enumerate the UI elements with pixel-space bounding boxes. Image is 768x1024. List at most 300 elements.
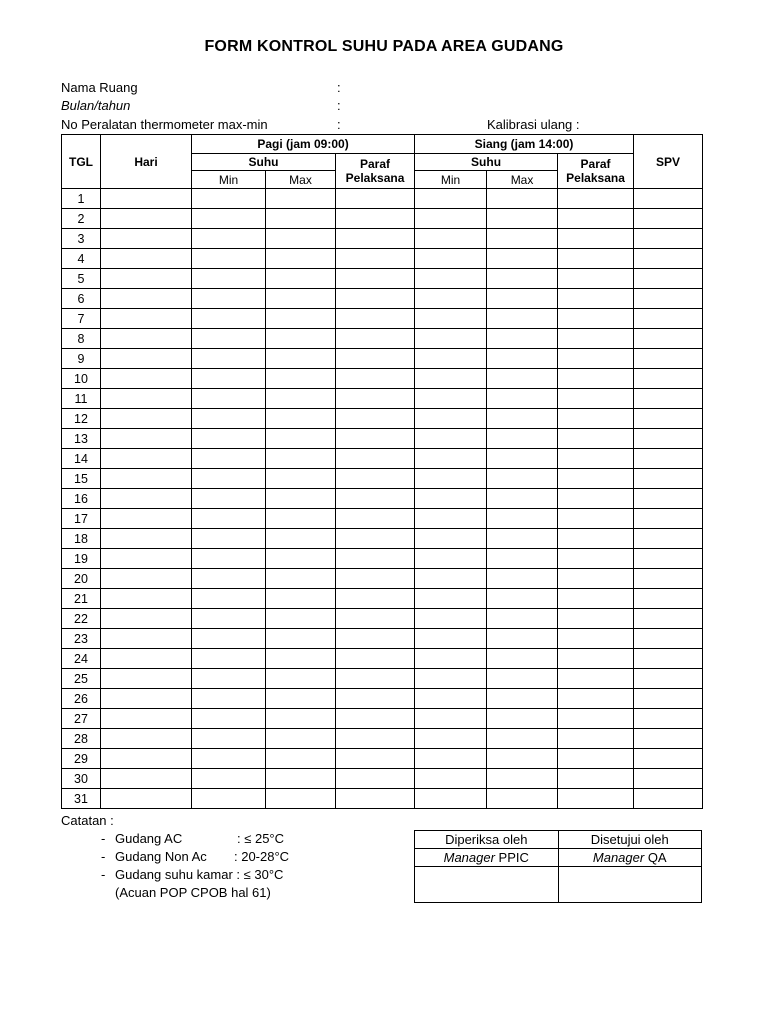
spv-cell[interactable] xyxy=(634,769,703,789)
pagi-max-cell[interactable] xyxy=(266,609,336,629)
spv-cell[interactable] xyxy=(634,549,703,569)
pagi-max-cell[interactable] xyxy=(266,189,336,209)
siang-max-cell[interactable] xyxy=(487,749,558,769)
siang-max-cell[interactable] xyxy=(487,249,558,269)
table-row xyxy=(62,289,703,309)
table-row xyxy=(62,449,703,469)
siang-max-cell[interactable] xyxy=(487,569,558,589)
pagi-max-cell[interactable] xyxy=(266,669,336,689)
day-number: 31 xyxy=(62,789,101,809)
spv-cell[interactable] xyxy=(634,309,703,329)
pagi-paraf-cell[interactable] xyxy=(336,569,415,589)
pagi-paraf-cell[interactable] xyxy=(336,609,415,629)
hari-cell[interactable] xyxy=(101,589,192,609)
siang-paraf-cell[interactable] xyxy=(558,529,634,549)
pagi-paraf-cell[interactable] xyxy=(336,409,415,429)
spv-cell[interactable] xyxy=(634,289,703,309)
hari-cell[interactable] xyxy=(101,569,192,589)
pagi-paraf-cell[interactable] xyxy=(336,229,415,249)
pagi-max-cell[interactable] xyxy=(266,769,336,789)
day-number: 5 xyxy=(62,269,101,289)
pagi-min-cell[interactable] xyxy=(192,789,266,809)
note-dash: - xyxy=(101,849,106,864)
siang-min-cell[interactable] xyxy=(415,589,487,609)
hari-cell[interactable] xyxy=(101,409,192,429)
siang-min-cell[interactable] xyxy=(415,449,487,469)
siang-max-cell[interactable] xyxy=(487,349,558,369)
pagi-paraf-cell[interactable] xyxy=(336,289,415,309)
day-number: 2 xyxy=(62,209,101,229)
spv-cell[interactable] xyxy=(634,489,703,509)
pagi-max-cell[interactable] xyxy=(266,209,336,229)
spv-cell[interactable] xyxy=(634,209,703,229)
field-bulan-tahun xyxy=(61,98,361,114)
day-number: 11 xyxy=(62,389,101,409)
note-dash: - xyxy=(101,831,106,846)
siang-max-cell[interactable] xyxy=(487,669,558,689)
spv-cell[interactable] xyxy=(634,229,703,249)
siang-min-cell[interactable] xyxy=(415,789,487,809)
hari-cell[interactable] xyxy=(101,509,192,529)
siang-min-cell[interactable] xyxy=(415,189,487,209)
siang-max-cell[interactable] xyxy=(487,709,558,729)
hari-cell[interactable] xyxy=(101,469,192,489)
siang-min-cell[interactable] xyxy=(415,389,487,409)
day-number: 29 xyxy=(62,749,101,769)
pagi-max-cell[interactable] xyxy=(266,629,336,649)
pagi-min-cell[interactable] xyxy=(192,409,266,429)
siang-max-cell[interactable] xyxy=(487,329,558,349)
pagi-min-cell[interactable] xyxy=(192,369,266,389)
pagi-min-cell[interactable] xyxy=(192,729,266,749)
pagi-paraf-cell[interactable] xyxy=(336,749,415,769)
pagi-min-cell[interactable] xyxy=(192,249,266,269)
pagi-max-cell[interactable] xyxy=(266,589,336,609)
pagi-min-cell[interactable] xyxy=(192,709,266,729)
day-number: 28 xyxy=(62,729,101,749)
checked-role-dept: PPIC xyxy=(494,850,529,865)
pagi-paraf-cell[interactable] xyxy=(336,689,415,709)
spv-cell[interactable] xyxy=(634,249,703,269)
siang-min-cell[interactable] xyxy=(415,209,487,229)
day-number: 6 xyxy=(62,289,101,309)
siang-min-cell[interactable] xyxy=(415,689,487,709)
siang-min-cell[interactable] xyxy=(415,569,487,589)
siang-min-cell[interactable] xyxy=(415,369,487,389)
spv-cell[interactable] xyxy=(634,729,703,749)
day-number: 24 xyxy=(62,649,101,669)
pagi-max-cell[interactable] xyxy=(266,389,336,409)
siang-max-cell[interactable] xyxy=(487,689,558,709)
siang-paraf-cell[interactable] xyxy=(558,729,634,749)
spv-cell[interactable] xyxy=(634,369,703,389)
pagi-min-cell[interactable] xyxy=(192,749,266,769)
siang-max-cell[interactable] xyxy=(487,529,558,549)
table-row xyxy=(62,429,703,449)
siang-min-cell[interactable] xyxy=(415,469,487,489)
hari-cell[interactable] xyxy=(101,229,192,249)
pagi-max-cell[interactable] xyxy=(266,269,336,289)
pagi-paraf-cell[interactable] xyxy=(336,529,415,549)
checked-signature-cell[interactable] xyxy=(415,867,559,903)
pagi-min-cell[interactable] xyxy=(192,529,266,549)
table-row xyxy=(62,509,703,529)
siang-paraf-cell[interactable] xyxy=(558,589,634,609)
signature-table xyxy=(414,830,702,903)
pagi-paraf-cell[interactable] xyxy=(336,769,415,789)
pagi-max-cell[interactable] xyxy=(266,689,336,709)
siang-paraf-cell[interactable] xyxy=(558,489,634,509)
pagi-paraf-cell[interactable] xyxy=(336,449,415,469)
pagi-paraf-cell[interactable] xyxy=(336,209,415,229)
field-no-peralatan xyxy=(61,117,361,133)
hari-cell[interactable] xyxy=(101,289,192,309)
spv-cell[interactable] xyxy=(634,409,703,429)
siang-paraf-cell[interactable] xyxy=(558,689,634,709)
hari-cell[interactable] xyxy=(101,629,192,649)
pagi-min-cell[interactable] xyxy=(192,329,266,349)
hari-cell[interactable] xyxy=(101,429,192,449)
siang-paraf-cell[interactable] xyxy=(558,389,634,409)
pagi-min-cell[interactable] xyxy=(192,669,266,689)
siang-max-cell[interactable] xyxy=(487,229,558,249)
pagi-max-cell[interactable] xyxy=(266,349,336,369)
siang-paraf-cell[interactable] xyxy=(558,669,634,689)
spv-cell[interactable] xyxy=(634,429,703,449)
pagi-max-cell[interactable] xyxy=(266,289,336,309)
table-row xyxy=(62,569,703,589)
siang-paraf-cell[interactable] xyxy=(558,189,634,209)
siang-paraf-cell[interactable] xyxy=(558,629,634,649)
spv-cell[interactable] xyxy=(634,329,703,349)
spv-cell[interactable] xyxy=(634,629,703,649)
pagi-min-cell[interactable] xyxy=(192,689,266,709)
pagi-paraf-cell[interactable] xyxy=(336,629,415,649)
note-name: Gudang suhu kamar : ≤ 30°C xyxy=(115,867,284,882)
siang-max-cell[interactable] xyxy=(487,609,558,629)
siang-max-cell[interactable] xyxy=(487,429,558,449)
hari-cell[interactable] xyxy=(101,489,192,509)
hari-cell[interactable] xyxy=(101,769,192,789)
pagi-max-cell[interactable] xyxy=(266,509,336,529)
day-number: 7 xyxy=(62,309,101,329)
hari-cell[interactable] xyxy=(101,529,192,549)
siang-max-cell[interactable] xyxy=(487,509,558,529)
pagi-paraf-cell[interactable] xyxy=(336,789,415,809)
spv-cell[interactable] xyxy=(634,189,703,209)
hari-cell[interactable] xyxy=(101,329,192,349)
pagi-min-cell[interactable] xyxy=(192,649,266,669)
table-row xyxy=(62,689,703,709)
siang-max-cell[interactable] xyxy=(487,789,558,809)
siang-min-cell[interactable] xyxy=(415,769,487,789)
pagi-min-cell[interactable] xyxy=(192,769,266,789)
siang-paraf-cell[interactable] xyxy=(558,609,634,629)
siang-paraf-cell[interactable] xyxy=(558,769,634,789)
pagi-max-cell[interactable] xyxy=(266,709,336,729)
siang-min-cell[interactable] xyxy=(415,489,487,509)
header-pagi-paraf: Paraf Pelaksana xyxy=(336,154,415,189)
siang-min-cell[interactable] xyxy=(415,409,487,429)
header-pagi-min: Min xyxy=(192,171,266,189)
siang-paraf-cell[interactable] xyxy=(558,349,634,369)
siang-paraf-cell[interactable] xyxy=(558,229,634,249)
siang-max-cell[interactable] xyxy=(487,769,558,789)
siang-max-cell[interactable] xyxy=(487,209,558,229)
pagi-min-cell[interactable] xyxy=(192,429,266,449)
table-row xyxy=(62,309,703,329)
pagi-min-cell[interactable] xyxy=(192,489,266,509)
pagi-max-cell[interactable] xyxy=(266,789,336,809)
spv-cell[interactable] xyxy=(634,389,703,409)
table-row xyxy=(62,229,703,249)
pagi-max-cell[interactable] xyxy=(266,309,336,329)
siang-paraf-cell[interactable] xyxy=(558,289,634,309)
table-row xyxy=(62,409,703,429)
checked-by-role xyxy=(415,849,559,867)
pagi-min-cell[interactable] xyxy=(192,309,266,329)
pagi-min-cell[interactable] xyxy=(192,469,266,489)
pagi-max-cell[interactable] xyxy=(266,429,336,449)
siang-min-cell[interactable] xyxy=(415,509,487,529)
pagi-min-cell[interactable] xyxy=(192,549,266,569)
spv-cell[interactable] xyxy=(634,589,703,609)
approved-by-role xyxy=(558,849,702,867)
hari-cell[interactable] xyxy=(101,189,192,209)
pagi-paraf-cell[interactable] xyxy=(336,249,415,269)
siang-paraf-cell[interactable] xyxy=(558,449,634,469)
pagi-max-cell[interactable] xyxy=(266,489,336,509)
siang-paraf-cell[interactable] xyxy=(558,569,634,589)
pagi-paraf-cell[interactable] xyxy=(336,269,415,289)
day-number: 14 xyxy=(62,449,101,469)
spv-cell[interactable] xyxy=(634,449,703,469)
siang-min-cell[interactable] xyxy=(415,729,487,749)
spv-cell[interactable] xyxy=(634,509,703,529)
spv-cell[interactable] xyxy=(634,529,703,549)
siang-max-cell[interactable] xyxy=(487,649,558,669)
spv-cell[interactable] xyxy=(634,689,703,709)
pagi-min-cell[interactable] xyxy=(192,449,266,469)
hari-cell[interactable] xyxy=(101,669,192,689)
pagi-paraf-cell[interactable] xyxy=(336,549,415,569)
hari-cell[interactable] xyxy=(101,309,192,329)
hari-cell[interactable] xyxy=(101,609,192,629)
pagi-paraf-cell[interactable] xyxy=(336,349,415,369)
pagi-max-cell[interactable] xyxy=(266,449,336,469)
hari-cell[interactable] xyxy=(101,389,192,409)
siang-max-cell[interactable] xyxy=(487,369,558,389)
hari-cell[interactable] xyxy=(101,649,192,669)
siang-min-cell[interactable] xyxy=(415,269,487,289)
siang-paraf-cell[interactable] xyxy=(558,649,634,669)
siang-paraf-cell[interactable] xyxy=(558,749,634,769)
pagi-max-cell[interactable] xyxy=(266,469,336,489)
spv-cell[interactable] xyxy=(634,269,703,289)
hari-cell[interactable] xyxy=(101,449,192,469)
siang-min-cell[interactable] xyxy=(415,329,487,349)
siang-min-cell[interactable] xyxy=(415,749,487,769)
siang-max-cell[interactable] xyxy=(487,449,558,469)
pagi-paraf-cell[interactable] xyxy=(336,509,415,529)
pagi-min-cell[interactable] xyxy=(192,389,266,409)
day-number: 12 xyxy=(62,409,101,429)
pagi-max-cell[interactable] xyxy=(266,749,336,769)
pagi-paraf-cell[interactable] xyxy=(336,309,415,329)
pagi-paraf-cell[interactable] xyxy=(336,649,415,669)
day-number: 10 xyxy=(62,369,101,389)
hari-cell[interactable] xyxy=(101,269,192,289)
hari-cell[interactable] xyxy=(101,789,192,809)
siang-min-cell[interactable] xyxy=(415,289,487,309)
pagi-paraf-cell[interactable] xyxy=(336,589,415,609)
siang-max-cell[interactable] xyxy=(487,389,558,409)
hari-cell[interactable] xyxy=(101,349,192,369)
day-number: 4 xyxy=(62,249,101,269)
pagi-min-cell[interactable] xyxy=(192,209,266,229)
siang-min-cell[interactable] xyxy=(415,249,487,269)
pagi-max-cell[interactable] xyxy=(266,229,336,249)
siang-min-cell[interactable] xyxy=(415,609,487,629)
header-hari: Hari xyxy=(101,135,192,189)
siang-paraf-cell[interactable] xyxy=(558,269,634,289)
siang-min-cell[interactable] xyxy=(415,669,487,689)
siang-min-cell[interactable] xyxy=(415,629,487,649)
siang-min-cell[interactable] xyxy=(415,429,487,449)
siang-paraf-cell[interactable] xyxy=(558,409,634,429)
spv-cell[interactable] xyxy=(634,649,703,669)
siang-max-cell[interactable] xyxy=(487,409,558,429)
pagi-paraf-cell[interactable] xyxy=(336,329,415,349)
hari-cell[interactable] xyxy=(101,709,192,729)
hari-cell[interactable] xyxy=(101,689,192,709)
approved-role-title: Manager xyxy=(592,850,645,865)
pagi-min-cell[interactable] xyxy=(192,269,266,289)
siang-paraf-cell[interactable] xyxy=(558,209,634,229)
siang-max-cell[interactable] xyxy=(487,189,558,209)
pagi-max-cell[interactable] xyxy=(266,649,336,669)
spv-cell[interactable] xyxy=(634,789,703,809)
hari-cell[interactable] xyxy=(101,729,192,749)
pagi-paraf-cell[interactable] xyxy=(336,189,415,209)
table-row xyxy=(62,189,703,209)
pagi-paraf-cell[interactable] xyxy=(336,389,415,409)
siang-paraf-cell[interactable] xyxy=(558,429,634,449)
pagi-min-cell[interactable] xyxy=(192,569,266,589)
pagi-paraf-cell[interactable] xyxy=(336,669,415,689)
hari-cell[interactable] xyxy=(101,549,192,569)
siang-min-cell[interactable] xyxy=(415,549,487,569)
siang-paraf-cell[interactable] xyxy=(558,249,634,269)
siang-max-cell[interactable] xyxy=(487,289,558,309)
pagi-paraf-cell[interactable] xyxy=(336,429,415,449)
pagi-max-cell[interactable] xyxy=(266,729,336,749)
siang-paraf-cell[interactable] xyxy=(558,469,634,489)
spv-cell[interactable] xyxy=(634,709,703,729)
table-row xyxy=(62,329,703,349)
pagi-paraf-cell[interactable] xyxy=(336,709,415,729)
siang-paraf-cell[interactable] xyxy=(558,709,634,729)
siang-min-cell[interactable] xyxy=(415,229,487,249)
pagi-min-cell[interactable] xyxy=(192,509,266,529)
spv-cell[interactable] xyxy=(634,669,703,689)
approved-signature-cell[interactable] xyxy=(558,867,702,903)
siang-paraf-cell[interactable] xyxy=(558,789,634,809)
siang-paraf-cell[interactable] xyxy=(558,369,634,389)
pagi-max-cell[interactable] xyxy=(266,569,336,589)
field-label: No Peralatan thermometer max-min xyxy=(61,117,268,132)
pagi-min-cell[interactable] xyxy=(192,189,266,209)
day-number: 22 xyxy=(62,609,101,629)
siang-max-cell[interactable] xyxy=(487,269,558,289)
note-name: Gudang Non Ac xyxy=(115,849,207,864)
pagi-min-cell[interactable] xyxy=(192,629,266,649)
spv-cell[interactable] xyxy=(634,469,703,489)
siang-max-cell[interactable] xyxy=(487,629,558,649)
pagi-max-cell[interactable] xyxy=(266,549,336,569)
pagi-min-cell[interactable] xyxy=(192,349,266,369)
siang-min-cell[interactable] xyxy=(415,349,487,369)
pagi-paraf-cell[interactable] xyxy=(336,469,415,489)
pagi-min-cell[interactable] xyxy=(192,609,266,629)
hari-cell[interactable] xyxy=(101,369,192,389)
day-number: 25 xyxy=(62,669,101,689)
table-row xyxy=(62,669,703,689)
siang-max-cell[interactable] xyxy=(487,549,558,569)
table-row xyxy=(62,729,703,749)
header-siang-suhu: Suhu xyxy=(415,154,558,171)
pagi-max-cell[interactable] xyxy=(266,369,336,389)
hari-cell[interactable] xyxy=(101,249,192,269)
field-label: Nama Ruang xyxy=(61,80,138,95)
siang-min-cell[interactable] xyxy=(415,649,487,669)
hari-cell[interactable] xyxy=(101,209,192,229)
hari-cell[interactable] xyxy=(101,749,192,769)
siang-paraf-cell[interactable] xyxy=(558,309,634,329)
pagi-max-cell[interactable] xyxy=(266,329,336,349)
siang-min-cell[interactable] xyxy=(415,309,487,329)
pagi-min-cell[interactable] xyxy=(192,229,266,249)
pagi-min-cell[interactable] xyxy=(192,589,266,609)
siang-max-cell[interactable] xyxy=(487,309,558,329)
day-number: 8 xyxy=(62,329,101,349)
siang-max-cell[interactable] xyxy=(487,489,558,509)
day-number: 21 xyxy=(62,589,101,609)
siang-min-cell[interactable] xyxy=(415,709,487,729)
pagi-max-cell[interactable] xyxy=(266,249,336,269)
spv-cell[interactable] xyxy=(634,569,703,589)
siang-max-cell[interactable] xyxy=(487,729,558,749)
header-pagi: Pagi (jam 09:00) xyxy=(192,135,415,154)
siang-paraf-cell[interactable] xyxy=(558,549,634,569)
pagi-max-cell[interactable] xyxy=(266,529,336,549)
pagi-min-cell[interactable] xyxy=(192,289,266,309)
pagi-paraf-cell[interactable] xyxy=(336,729,415,749)
pagi-paraf-cell[interactable] xyxy=(336,489,415,509)
spv-cell[interactable] xyxy=(634,609,703,629)
siang-max-cell[interactable] xyxy=(487,469,558,489)
pagi-max-cell[interactable] xyxy=(266,409,336,429)
spv-cell[interactable] xyxy=(634,349,703,369)
spv-cell[interactable] xyxy=(634,749,703,769)
siang-min-cell[interactable] xyxy=(415,529,487,549)
siang-paraf-cell[interactable] xyxy=(558,329,634,349)
table-row xyxy=(62,209,703,229)
table-row xyxy=(62,389,703,409)
siang-paraf-cell[interactable] xyxy=(558,509,634,529)
siang-max-cell[interactable] xyxy=(487,589,558,609)
pagi-paraf-cell[interactable] xyxy=(336,369,415,389)
